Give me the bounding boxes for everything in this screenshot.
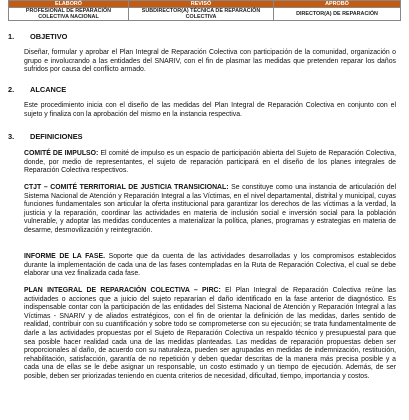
approval-header-elaboro: ELABORÓ: [9, 1, 129, 8]
definition-term: CTJT – COMITÉ TERRITORIAL DE JUSTICIA TRANSICIONAL:: [24, 184, 229, 191]
objetivo-paragraph: Diseñar, formular y aprobar el Plan Integral de Reparación Colectiva con participación de la comunidad, organización o grupo e involucrando a las entidades del SNARIV, con el fin de plasmar las medidas que pretenden reparar los daños sufridos por causa del conflicto armado.: [24, 49, 396, 74]
approval-value-reviso: SUBDIRECTOR(A) TÉCNICA DE REPARACIÓN COLECTIVA: [129, 8, 274, 21]
definition-comite-impulso: [24, 150, 396, 176]
alcance-paragraph: Este procedimiento inicia con el diseño de las medidas del Plan Integral de Reparación Colectiva en conjunto con el sujeto y finaliza con la aprobación del mismo en la instancia respectiva.: [24, 102, 396, 118]
definition-text: Se constituye como una instancia de articulación del Sistema Nacional de Atención y Reparación Integral a las Víctimas, en el nivel departamental, distrital y municipal, cuyas funciones fundamentales son articular la oferta institucional para garantizar los derechos de las víctimas a la verdad, la justicia y la reparación, coordinar las actividades en materia de inclusión social e inversión social para la población vulnerable, y adoptar las medidas conducentes a materializar la política, planes, programas y estrategias en materia de desarme, desmovilización y reintegración.: [24, 184, 396, 234]
definition-term: PLAN INTEGRAL DE REPARACIÓN COLECTIVA – PIRC:: [24, 287, 221, 294]
section-heading-objetivo: 1. OBJETIVO: [8, 32, 68, 41]
approval-value-elaboro: PROFESIONAL DE REPARACIÓN COLECTIVA NACIONAL: [9, 8, 129, 21]
approval-header-reviso: REVISÓ: [129, 1, 274, 8]
definition-ctjt: [24, 184, 396, 236]
approval-header-aprobo: APROBÓ: [274, 1, 401, 8]
approval-value-aprobo: DIRECTOR(A) DE REPARACIÓN: [274, 8, 401, 21]
definition-text: Soporte que da cuenta de las actividades desarrolladas y los compromisos establecidos durante la implementación de cada una de las fases contempladas en la Ruta de Reparación Colectiva, el cual se debe elaborar una vez finalizada cada fase.: [24, 253, 396, 278]
section-heading-definiciones: 3. DEFINICIONES: [8, 132, 83, 141]
definition-text: El comité de impulso es un espacio de participación abierta del Sujeto de Reparación Colectiva, donde, por medio de representantes, el sujeto de reparación participará en el diseño de los planes integrales de Reparación Colectiva respectivos.: [24, 150, 396, 175]
definition-pirc: [24, 287, 396, 382]
section-heading-alcance: 2. ALCANCE: [8, 85, 67, 94]
definition-informe-fase: [24, 253, 396, 279]
definition-term: COMITÉ DE IMPULSO:: [24, 150, 99, 157]
approval-table: [8, 0, 401, 21]
definition-term: INFORME DE LA FASE.: [24, 253, 105, 260]
definition-text: El Plan Integral de Reparación Colectiva reúne las actividades o acciones que a juicio del sujeto repararían el daño identificado en la fase anterior de diagnóstico. Es indispensable contar con la participación de las entidades del Sistema Nacional de Atención y Reparación Integral a las Víctimas - SNARIV y de aliados estratégicos, con el fin de orientar la definición de las medidas, darles sentido de realidad, contribuir con su cuantificación y sobre todo se comprometerse con su ejecución; se trata fundamentalmente de darle a las actividades propuestas por el Sujeto de Reparación Colectiva un respaldo técnico y presupuestal para que sea posible hacer realidad cada una de las medidas planteadas. Las medidas de reparación propuestas deben ser proporcionales al daño, de acuerdo con su naturaleza, pueden ser agrupadas en medidas de indemnización, restitución, rehabilitación, satisfacción, garantía de no repetición y deben quedar descritas de la manera más precisa posible y a cada una de ellas se le debe asignar un responsable, un costo estimado y un tiempo de ejecución. Además, de ser posible, deben ser priorizadas teniendo en cuenta criterios de necesidad, dificultad, tiempo, importancia y costos.: [24, 287, 396, 380]
